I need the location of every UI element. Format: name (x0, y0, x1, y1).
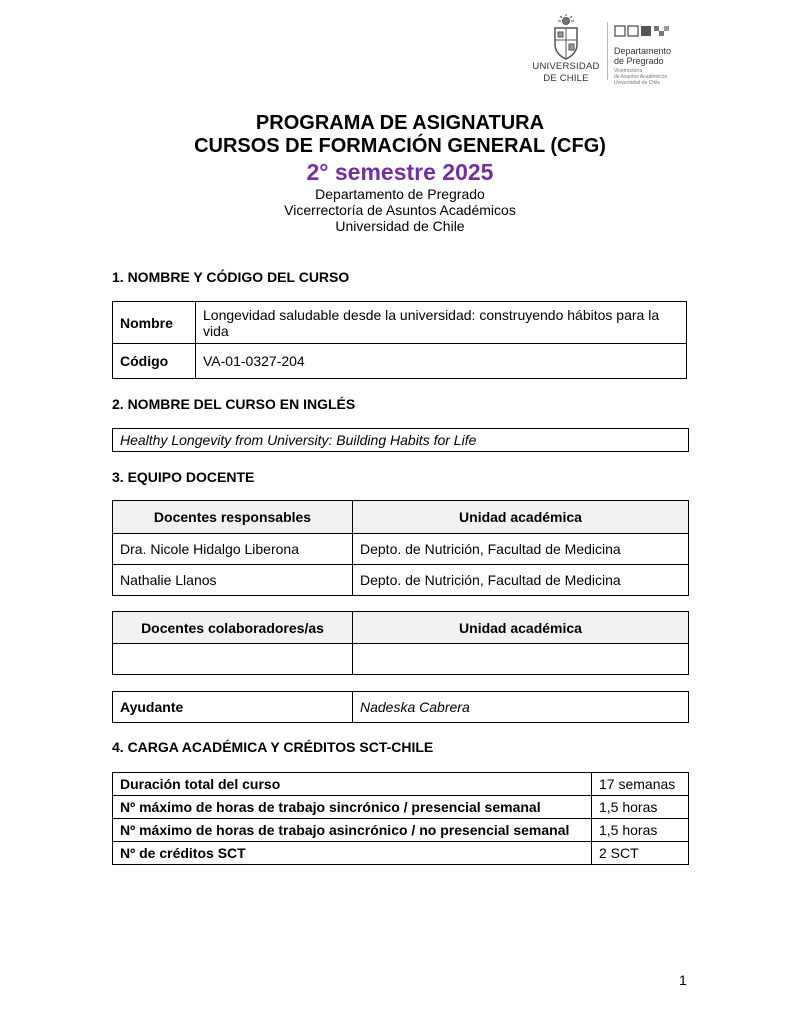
university-name-line1: UNIVERSIDAD (532, 61, 600, 72)
table-row (113, 796, 689, 819)
pregrado-sub-line1: Vicerrectoría (614, 68, 643, 74)
carga-label: Nº de créditos SCT (113, 842, 592, 865)
carga-value: 1,5 horas (592, 819, 689, 842)
docente-name: Nathalie Llanos (113, 565, 353, 596)
code-value: VA-01-0327-204 (196, 344, 687, 379)
column-header-unidad: Unidad académica (353, 501, 689, 534)
column-header-unidad: Unidad académica (353, 612, 689, 644)
page-number: 1 (679, 972, 687, 988)
pregrado-title-line2: de Pregrado (614, 56, 664, 66)
pregrado-title-line1: Departamento (614, 46, 672, 56)
table-row (113, 565, 689, 596)
table-row (113, 534, 689, 565)
english-name-value: Healthy Longevity from University: Building Habits for Life (113, 429, 689, 452)
name-value: Longevidad saludable desde la universidad: construyendo hábitos para la vida (196, 302, 687, 344)
table-row (113, 773, 689, 796)
column-header-colaboradores: Docentes colaboradores/as (113, 612, 353, 644)
university-crest-icon (548, 14, 584, 60)
carga-value: 1,5 horas (592, 796, 689, 819)
table-row (113, 692, 689, 723)
english-name-table (112, 428, 689, 452)
carga-label: Nº máximo de horas de trabajo sincrónico / presencial semanal (113, 796, 592, 819)
column-header-docentes: Docentes responsables (113, 501, 353, 534)
empty-cell (353, 644, 689, 675)
department-line: Departamento de Pregrado (315, 186, 485, 202)
ayudante-label: Ayudante (113, 692, 353, 723)
pregrado-sub-line3: Universidad de Chile (614, 80, 661, 86)
section3-heading: 3. EQUIPO DOCENTE (112, 469, 255, 485)
docente-unit: Depto. de Nutrición, Facultad de Medicina (353, 565, 689, 596)
code-label: Código (113, 344, 196, 379)
table-row (113, 644, 689, 675)
university-name-line2: DE CHILE (543, 73, 589, 84)
document-title: PROGRAMA DE ASIGNATURA (255, 112, 545, 134)
vicerrectoria-line: Vicerrectoría de Asuntos Académicos (284, 202, 516, 218)
section2-heading: 2. NOMBRE DEL CURSO EN INGLÉS (112, 396, 356, 412)
course-name-code-table (112, 301, 687, 379)
carga-value: 17 semanas (592, 773, 689, 796)
university-line: Universidad de Chile (335, 218, 465, 234)
docente-unit: Depto. de Nutrición, Facultad de Medicina (353, 534, 689, 565)
carga-label: Duración total del curso (113, 773, 592, 796)
university-logo (528, 14, 604, 84)
document-subtitle: CURSOS DE FORMACIÓN GENERAL (CFG) (194, 135, 606, 157)
carga-value: 2 SCT (592, 842, 689, 865)
pregrado-squares-icon (614, 24, 670, 38)
ayudante-table (112, 691, 689, 723)
semester-label: 2° semestre 2025 (306, 159, 494, 185)
section4-heading: 4. CARGA ACADÉMICA Y CRÉDITOS SCT-CHILE (112, 739, 434, 755)
table-row (113, 429, 689, 452)
section1-heading: 1. NOMBRE Y CÓDIGO DEL CURSO (112, 269, 350, 285)
name-label: Nombre (113, 302, 196, 344)
table-row (113, 302, 687, 344)
ayudante-value: Nadeska Cabrera (353, 692, 689, 723)
table-row (113, 842, 689, 865)
logo-divider (607, 22, 608, 80)
table-row (113, 819, 689, 842)
empty-cell (113, 644, 353, 675)
pregrado-sub-line2: de Asuntos Académicos (614, 74, 668, 80)
carga-label: Nº máximo de horas de trabajo asincrónico / no presencial semanal (113, 819, 592, 842)
pregrado-logo (614, 24, 694, 86)
carga-academica-table (112, 772, 689, 865)
table-header-row (113, 612, 689, 644)
docente-name: Dra. Nicole Hidalgo Liberona (113, 534, 353, 565)
responsables-table (112, 500, 689, 596)
table-header-row (113, 501, 689, 534)
table-row (113, 344, 687, 379)
title-block (0, 112, 800, 234)
colaboradores-table (112, 611, 689, 675)
